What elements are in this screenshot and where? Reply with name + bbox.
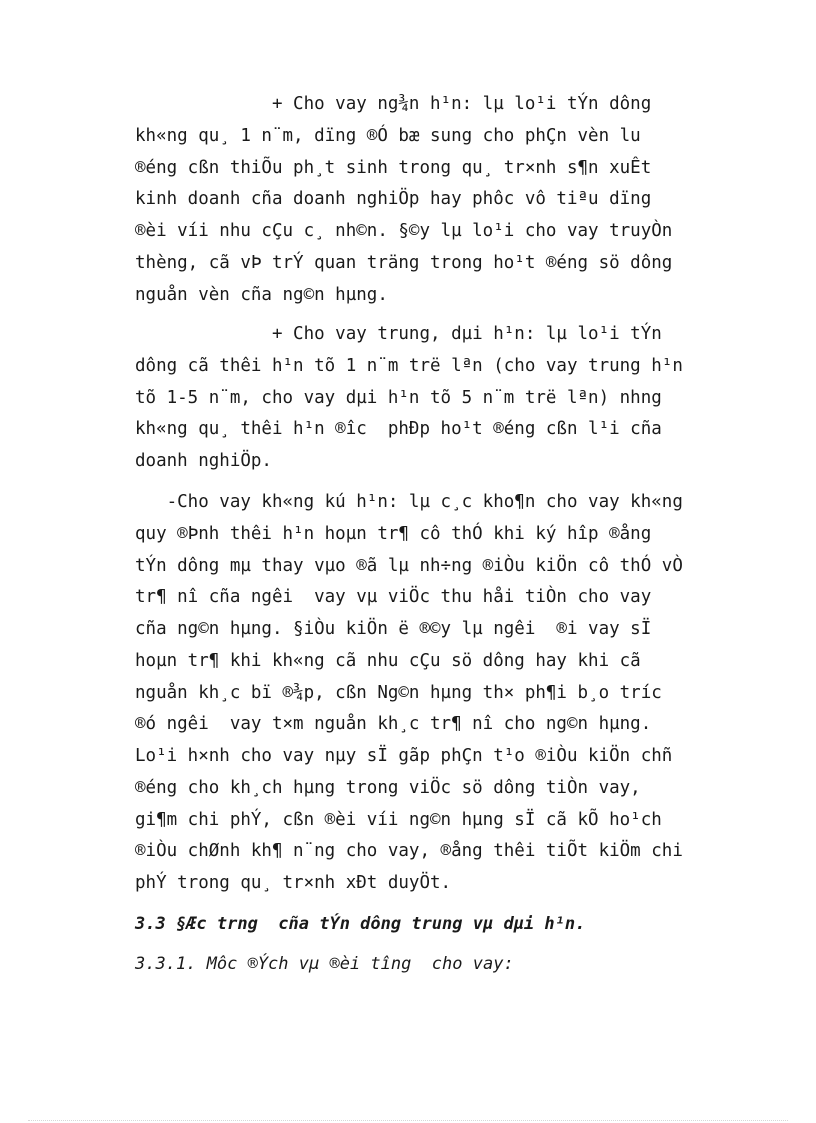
paragraph-line: ®éng cho kh¸ch hµng trong viÖc sö dông tiÒn vay, (135, 777, 641, 798)
paragraph-line: hoµn tr¶ khi kh«ng cã nhu cÇu sö dông hay khi cã (135, 650, 641, 671)
paragraph-line: phÝ trong qu¸ tr×nh xÐt duyÖt. (135, 873, 452, 893)
paragraph-line: + Cho vay ng¾n h¹n: lµ lo¹i tÝn dông (135, 94, 652, 114)
paragraph-line: tõ 1-5 n¨m, cho vay dµi h¹n tõ 5 n¨m trë lªn) nhng (135, 387, 662, 408)
section-heading: 3.3 §Æc trng cña tÝn dông trung vµ dµi h¹n. (135, 914, 586, 934)
paragraph-line: ®éng cßn thiÕu ph¸t sinh trong qu¸ tr×nh s¶n xuÊt (135, 157, 652, 178)
paragraph-line: doanh nghiÖp. (135, 451, 272, 471)
paragraph-line: ®èi víi nhu cÇu c¸ nh©n. §©y lµ lo¹i cho vay truyÒn (135, 221, 673, 241)
paragraph-line: -Cho vay kh«ng kú h¹n: lµ c¸c kho¶n cho vay kh«ng (135, 492, 683, 512)
paragraph-line: thèng, cã vÞ trÝ quan träng trong ho¹t ®éng sö dông (135, 252, 673, 273)
paragraph-line: kinh doanh cña doanh nghiÖp hay phôc vô tiªu dïng (135, 189, 652, 210)
paragraph-line: ®iÒu chØnh kh¶ n¨ng cho vay, ®ång thêi tiÕt kiÖm chi (135, 841, 683, 862)
paragraph-medium-long-term-loans (135, 319, 740, 478)
paragraph-line: tr¶ nî cña ngêi vay vµ viÖc thu håi tiÒn cho vay (135, 587, 652, 608)
subsection-heading: 3.3.1. Môc ®Ých vµ ®èi tîng cho vay: (135, 954, 514, 974)
paragraph-line: gi¶m chi phÝ, cßn ®èi víi ng©n hµng sÏ cã kÕ ho¹ch (135, 809, 662, 830)
paragraph-line: Lo¹i h×nh cho vay nµy sÏ gãp phÇn t¹o ®iÒu kiÖn chñ (135, 746, 673, 766)
paragraph-line: kh«ng qu¸ 1 n¨m, dïng ®Ó bæ sung cho phÇn vèn lu (135, 125, 641, 146)
paragraph-line: tÝn dông mµ thay vµo ®ã lµ nh÷ng ®iÒu kiÖn cô thÓ vÒ (135, 555, 683, 576)
paragraph-line: cña ng©n hµng. §iÒu kiÖn ë ®©y lµ ngêi ®i vay sÏ (135, 619, 652, 639)
paragraph-line: nguån vèn cña ng©n hµng. (135, 284, 388, 305)
page-bottom-rule (28, 1120, 788, 1121)
paragraph-short-term-loans (135, 89, 740, 311)
paragraph-line: nguån kh¸c bï ®¾p, cßn Ng©n hµng th× ph¶i b¸o tríc (135, 682, 662, 703)
paragraph-line: quy ®Þnh thêi h¹n hoµn tr¶ cô thÓ khi ký hîp ®ång (135, 523, 652, 544)
paragraph-line: ®ó ngêi vay t×m nguån kh¸c tr¶ nî cho ng©n hµng. (135, 714, 652, 735)
paragraph-line: dông cã thêi h¹n tõ 1 n¨m trë lªn (cho vay trung h¹n (135, 355, 683, 376)
paragraph-line: + Cho vay trung, dµi h¹n: lµ lo¹i tÝn (135, 324, 662, 344)
paragraph-no-term-loans (135, 487, 740, 900)
paragraph-line: kh«ng qu¸ thêi h¹n ®îc phÐp ho¹t ®éng cßn l¹i cña (135, 419, 662, 440)
